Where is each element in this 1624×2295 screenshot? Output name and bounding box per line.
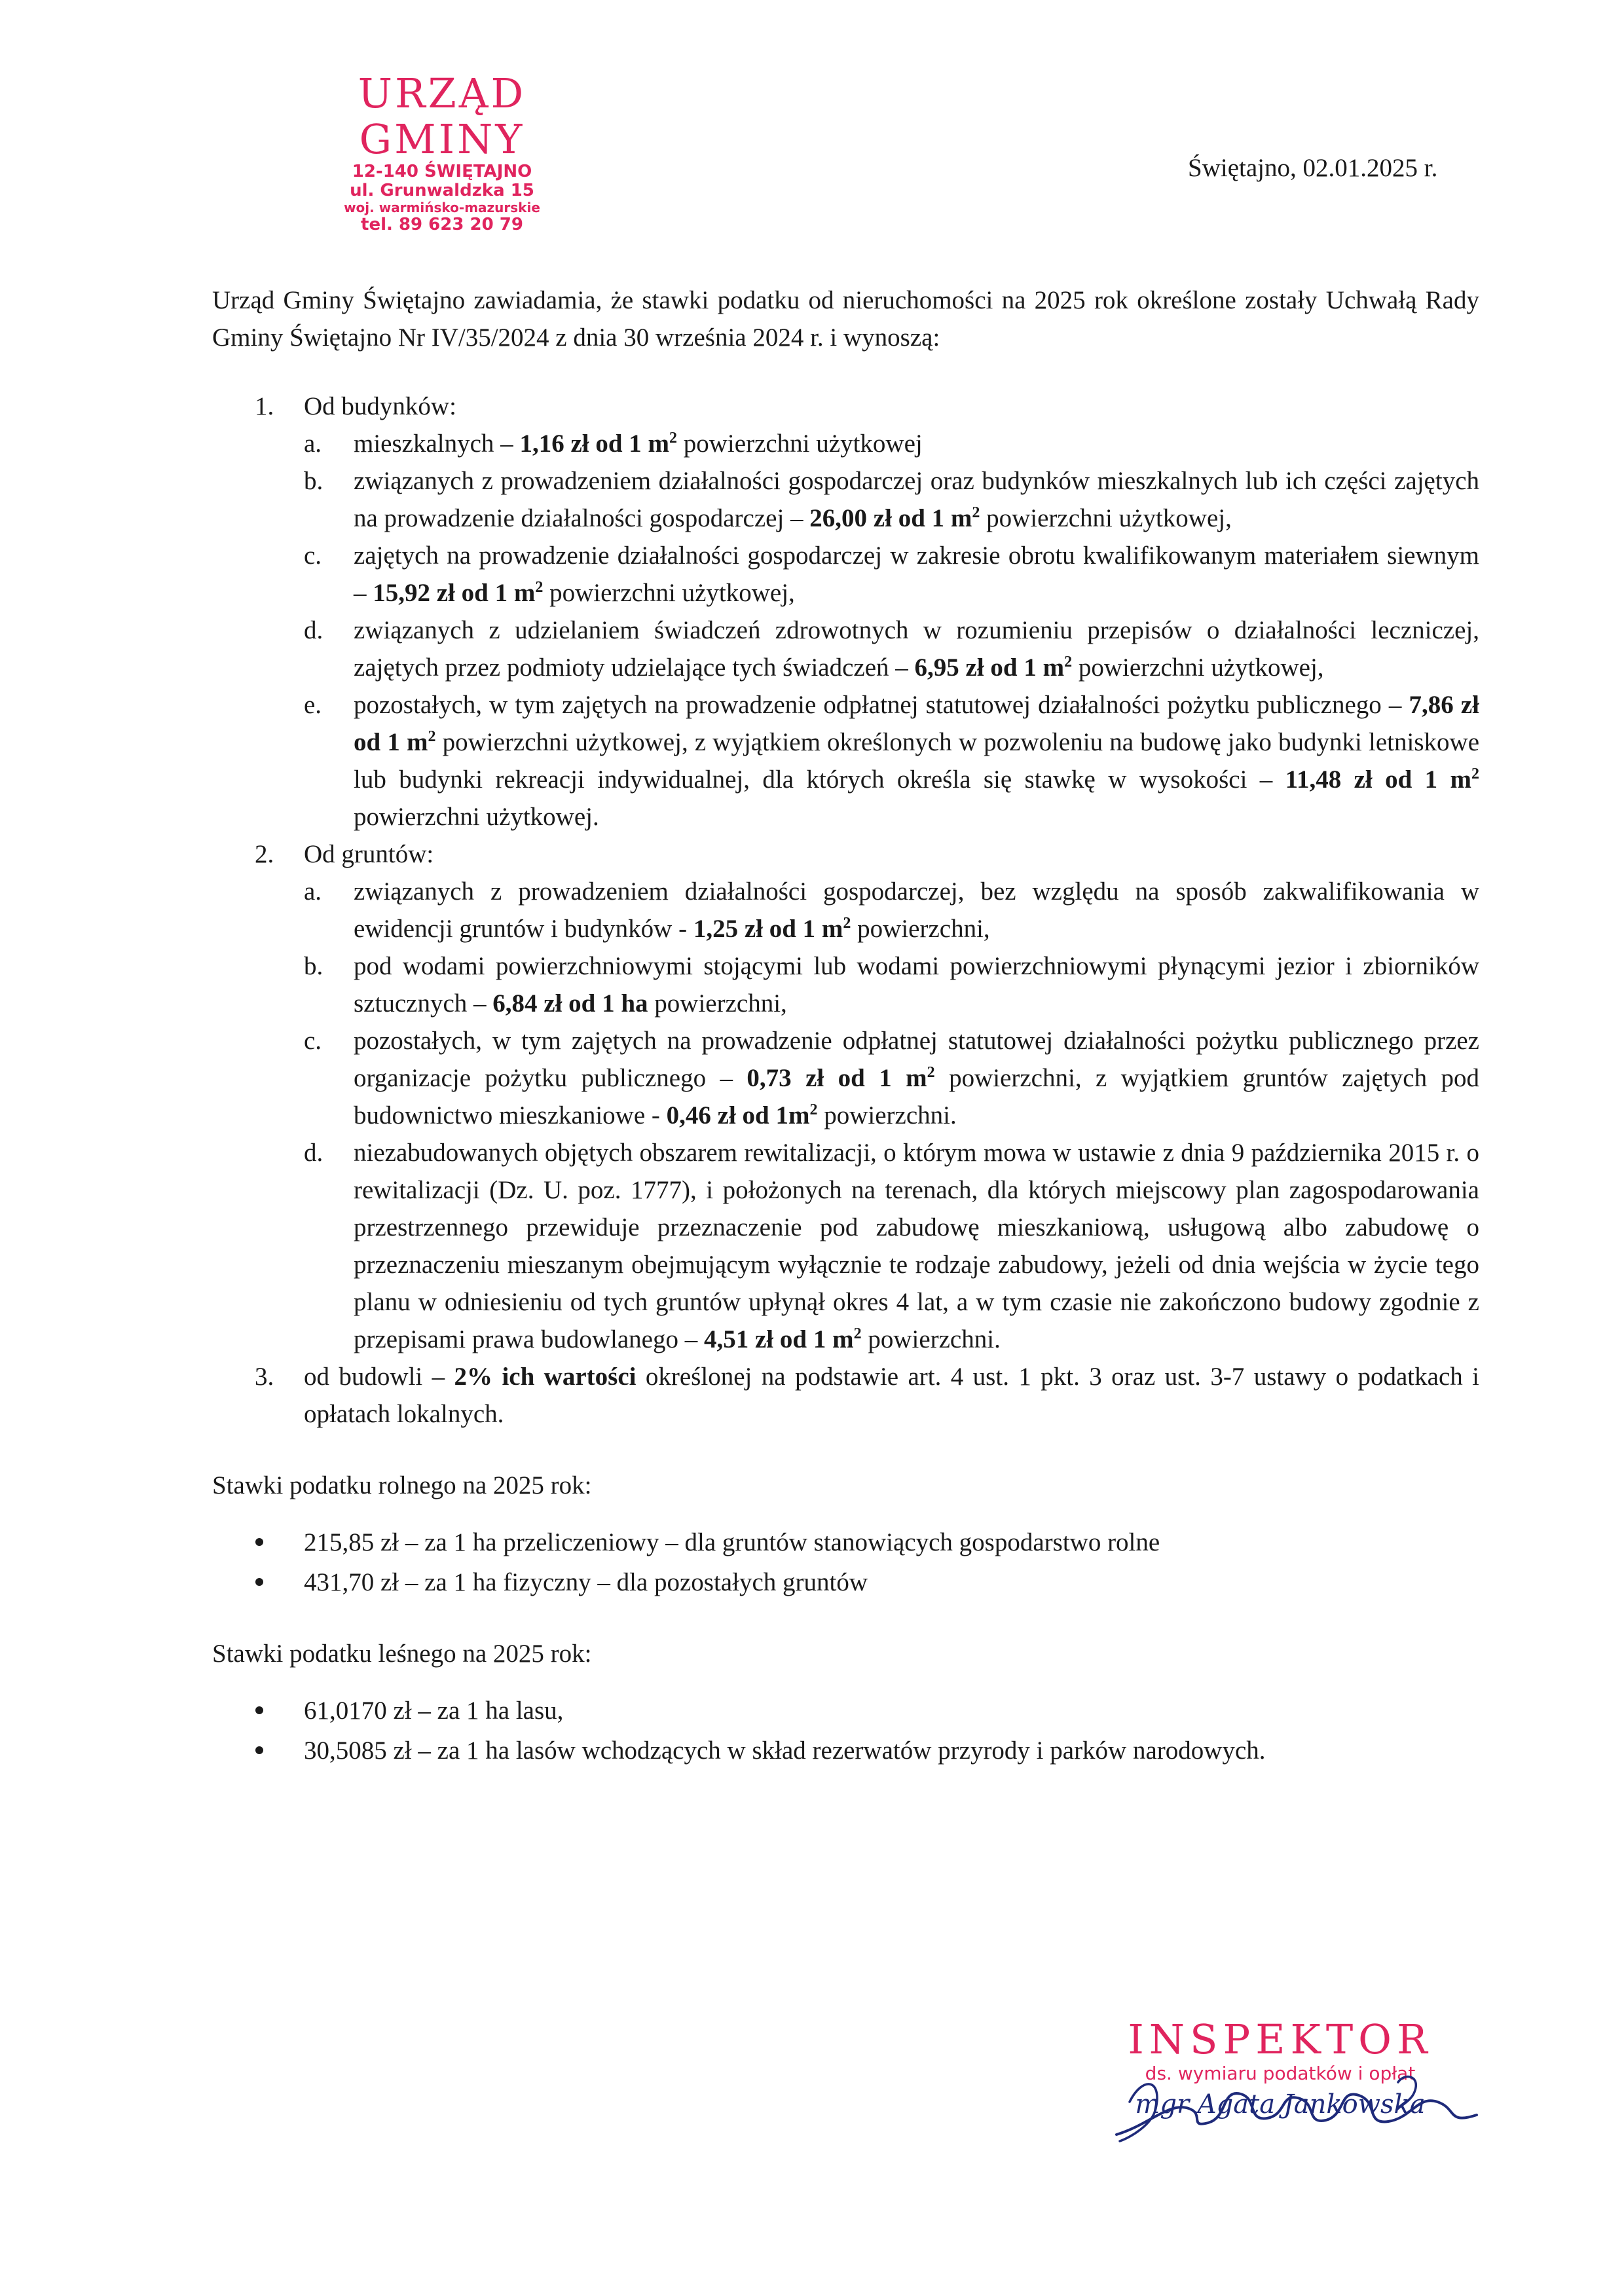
list-item [212, 1732, 1479, 1769]
stamp-street: ul. Grunwaldzka 15 [350, 181, 534, 200]
item-letter: e. [304, 691, 322, 719]
handwritten-signature [1090, 2063, 1483, 2148]
item-text: powierzchni, [648, 989, 787, 1018]
item-text: mieszkalnych – [354, 430, 520, 458]
list-item [212, 1564, 1479, 1601]
item-letter: c. [304, 542, 322, 570]
section-title: Od gruntów: [304, 840, 434, 868]
item-text: określonej na podstawie art. 4 ust. 1 pkt. 3 oraz ust. 3-7 ustawy o podatkach i opłatach lokalnych. [304, 1363, 1479, 1428]
rate: 6,84 zł od 1 ha [492, 989, 648, 1018]
superscript: 2 [1471, 765, 1480, 782]
agricultural-tax-heading: Stawki podatku rolnego na 2025 rok: [212, 1471, 592, 1499]
superscript: 2 [809, 1101, 818, 1118]
rate: 7,86 zł od 1 m [354, 691, 1479, 756]
section-number: 3. [255, 1363, 274, 1391]
list-item [304, 462, 1479, 537]
item-text: powierzchni użytkowej, [1072, 653, 1324, 682]
stamp-subtitle: ds. wymiaru podatków i opłat [1145, 2063, 1416, 2084]
superscript: 2 [972, 504, 980, 521]
list-item [212, 1692, 1479, 1729]
item-text: powierzchni użytkowej [677, 430, 923, 458]
section-buildings [212, 388, 1479, 835]
list-item [304, 947, 1479, 1022]
list-item [304, 612, 1479, 686]
bullet-icon [255, 1578, 263, 1586]
item-letter: b. [304, 952, 323, 980]
superscript: 2 [535, 579, 544, 596]
list-item [304, 873, 1479, 947]
stamp-region: woj. warmińsko-mazurskie [344, 200, 540, 215]
bullet-icon [255, 1538, 263, 1546]
item-text: powierzchni użytkowej, [543, 579, 795, 607]
item-text: związanych z prowadzeniem działalności gospodarczej, bez względu na sposób zakwalifikowania w ewidencji gruntów i budynków - [354, 877, 1479, 943]
item-text: powierzchni. [861, 1325, 1001, 1353]
intro-paragraph: Urząd Gminy Świętajno zawiadamia, że stawki podatku od nieruchomości na 2025 rok określone zostały Uchwałą Rady Gminy Świętajno Nr IV/35/2024 z dnia 30 września 2024 r. i wynoszą: [212, 286, 1479, 352]
rate: 1,25 zł od 1 m [693, 915, 843, 943]
section-structures [212, 1358, 1479, 1433]
list-item [304, 1022, 1479, 1134]
item-text: zajętych na prowadzenie działalności gospodarczej w zakresie obrotu kwalifikowanym materiałem siewnym – [354, 542, 1479, 607]
section-number: 2. [255, 840, 274, 868]
superscript: 2 [927, 1064, 935, 1081]
superscript: 2 [1064, 653, 1073, 670]
stamp-title: INSPEKTOR [1128, 2015, 1433, 2063]
rate: 11,48 zł od 1 m [1285, 765, 1472, 794]
item-text: 215,85 zł – za 1 ha przeliczeniowy – dla gruntów stanowiących gospodarstwo rolne [304, 1528, 1160, 1556]
item-letter: d. [304, 1139, 323, 1167]
stamp-name: mgr Agata Jankowska [1135, 2089, 1426, 2120]
rate: 4,51 zł od 1 m [704, 1325, 854, 1353]
section-number: 1. [255, 392, 274, 420]
list-item [304, 686, 1479, 835]
item-letter: d. [304, 616, 323, 644]
item-text: powierzchni użytkowej, z wyjątkiem określonych w pozwoleniu na budowę jako budynki letniskowe lub budynki rekreacji indywidualnej, dla których określa się stawkę w wysokości – [354, 728, 1479, 794]
rate: 15,92 zł od 1 m [373, 579, 536, 607]
office-stamp [272, 71, 612, 234]
item-letter: a. [304, 430, 322, 458]
stamp-postal: 12-140 ŚWIĘTAJNO [352, 162, 532, 181]
item-text: 431,70 zł – za 1 ha fizyczny – dla pozostałych gruntów [304, 1568, 868, 1596]
item-text: powierzchni, z wyjątkiem gruntów zajętych pod budownictwo mieszkaniowe - [354, 1064, 1479, 1129]
item-text: związanych z udzielaniem świadczeń zdrowotnych w rozumieniu przepisów o działalności leczniczej, zajętych przez podmioty udzielające tych świadczeń – [354, 616, 1479, 682]
stamp-phone: tel. 89 623 20 79 [361, 215, 523, 234]
item-text: pozostałych, w tym zajętych na prowadzenie odpłatnej statutowej działalności pożytku publicznego przez organizacje pożytku publicznego – [354, 1027, 1479, 1092]
list-item [304, 1134, 1479, 1358]
superscript: 2 [669, 430, 678, 447]
item-letter: b. [304, 467, 323, 495]
item-text: 30,5085 zł – za 1 ha lasów wchodzących w skład rezerwatów przyrody i parków narodowych. [304, 1736, 1266, 1765]
bullet-icon [255, 1746, 263, 1754]
rate: 2% ich wartości [454, 1363, 637, 1391]
section-title: Od budynków: [304, 392, 456, 420]
rate: 0,73 zł od 1 m [747, 1064, 927, 1092]
item-letter: a. [304, 877, 322, 906]
document-date: Świętajno, 02.01.2025 r. [1188, 154, 1438, 182]
item-text: niezabudowanych objętych obszarem rewitalizacji, o którym mowa w ustawie z dnia 9 października 2015 r. o rewitalizacji (Dz. U. poz. 1777), i położonych na terenach, dla których miejscowy plan zagospodarowania przestrzennego przewiduje przeznaczenie pod zabudowę mieszkaniową, usługową albo zabudowę o przeznaczeniu mieszanym obejmującym wyłącznie te rodzaje zabudowy, jeżeli od dnia wejścia w życie tego planu w odniesieniu od tych gruntów upłynął okres 4 lat, a w tym czasie nie zakończono budowy zgodnie z przepisami prawa budowlanego – [354, 1139, 1479, 1353]
item-text: powierzchni użytkowej, [980, 504, 1232, 532]
item-text: związanych z prowadzeniem działalności gospodarczej oraz budynków mieszkalnych lub ich części zajętych na prowadzenie działalności gospodarczej – [354, 467, 1479, 532]
bullet-icon [255, 1706, 263, 1714]
list-item [212, 1524, 1479, 1561]
stamp-title: URZĄD GMINY [358, 69, 526, 163]
rate: 6,95 zł od 1 m [914, 653, 1065, 682]
list-item [304, 537, 1479, 612]
item-text: 61,0170 zł – za 1 ha lasu, [304, 1697, 564, 1725]
item-text: pod wodami powierzchniowymi stojącymi lub wodami powierzchniowymi płynącymi jezior i zbiorników sztucznych – [354, 952, 1479, 1018]
item-text: powierzchni. [817, 1101, 957, 1129]
rate: 0,46 zł od 1m [666, 1101, 810, 1129]
list-item [304, 425, 1479, 462]
item-text: powierzchni, [851, 915, 990, 943]
document-body [212, 282, 1479, 1772]
forest-tax-heading: Stawki podatku leśnego na 2025 rok: [212, 1640, 592, 1668]
superscript: 2 [428, 728, 436, 745]
rate: 1,16 zł od 1 m [519, 430, 670, 458]
section-land [212, 835, 1479, 1358]
item-text: od budowli – [304, 1363, 454, 1391]
item-text: pozostałych, w tym zajętych na prowadzenie odpłatnej statutowej działalności pożytku publicznego – [354, 691, 1409, 719]
item-text: powierzchni użytkowej. [354, 803, 599, 831]
superscript: 2 [853, 1325, 862, 1342]
superscript: 2 [843, 915, 851, 932]
item-letter: c. [304, 1027, 322, 1055]
rate: 26,00 zł od 1 m [809, 504, 972, 532]
